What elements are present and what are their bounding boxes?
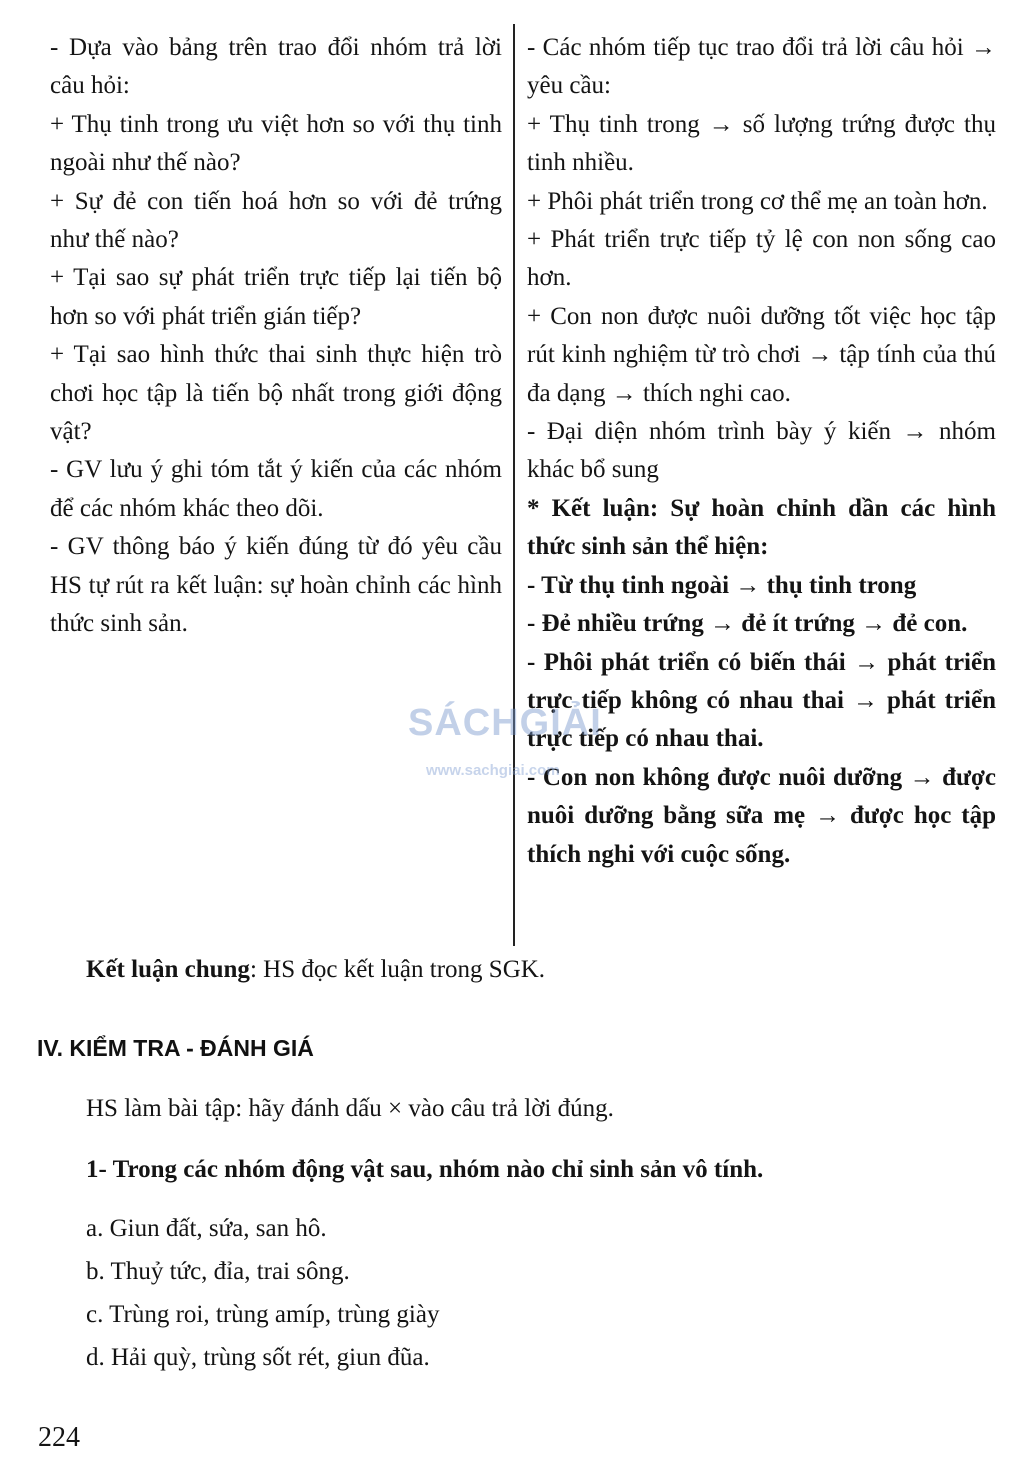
conclusion-point: - Con non không được nuôi dưỡng → được nuôi dưỡng bằng sữa mẹ → được học tập thích nghi với cuộc sống. xyxy=(527,763,996,868)
right-paragraph: - Các nhóm tiếp tục trao đổi trả lời câu hỏi → yêu cầu: xyxy=(527,34,996,100)
answer-option-c: c. Trùng roi, trùng amíp, trùng giày xyxy=(86,1301,440,1328)
conclusion-point: - Phôi phát triển có biến thái → phát triển trực tiếp không có nhau thai → phát triển trực tiếp có nhau thai. xyxy=(527,648,996,753)
section-heading: IV. KIỂM TRA - ĐÁNH GIÁ xyxy=(37,1035,314,1061)
right-paragraph: + Phôi phát triển trong cơ thể mẹ an toàn hơn. xyxy=(527,187,988,215)
teacher-activities-column xyxy=(50,29,502,644)
answer-options xyxy=(86,1207,439,1379)
watermark-url: www.sachgiai.com xyxy=(426,762,560,779)
question-title: 1- Trong các nhóm động vật sau, nhóm nào chỉ sinh sản vô tính. xyxy=(86,1156,764,1183)
general-conclusion xyxy=(86,953,545,987)
left-paragraph: + Sự đẻ con tiến hoá hơn so với đẻ trứng như thế nào? xyxy=(50,187,502,254)
lesson-activity-table xyxy=(50,24,996,946)
watermark-brand: SÁCHGIẢI xyxy=(408,702,602,744)
left-paragraph: - GV thông báo ý kiến đúng từ đó yêu cầu HS tự rút ra kết luận: sự hoàn chỉnh các hình thức sinh sản. xyxy=(50,533,502,638)
left-paragraph: + Tại sao sự phát triển trực tiếp lại tiến bộ hơn so với phát triển gián tiếp? xyxy=(50,264,502,330)
left-paragraph: - GV lưu ý ghi tóm tắt ý kiến của các nhóm để các nhóm khác theo dõi. xyxy=(50,456,502,522)
answer-option-a: a. Giun đất, sứa, san hô. xyxy=(86,1215,327,1242)
conclusion-point: - Đẻ nhiều trứng → đẻ ít trứng → đẻ con. xyxy=(527,610,968,638)
column-divider xyxy=(513,24,515,946)
page-number: 224 xyxy=(38,1422,80,1453)
left-paragraph: - Dựa vào bảng trên trao đổi nhóm trả lời câu hỏi: xyxy=(50,34,502,100)
general-conclusion-text: : HS đọc kết luận trong SGK. xyxy=(249,956,546,983)
conclusion-heading: * Kết luận: Sự hoàn chỉnh dần các hình thức sinh sản thể hiện: xyxy=(527,494,996,561)
left-paragraph: + Tại sao hình thức thai sinh thực hiện trò chơi học tập là tiến bộ nhất trong giới động vật? xyxy=(50,341,502,446)
general-conclusion-label: Kết luận chung xyxy=(86,956,250,983)
right-paragraph: - Đại diện nhóm trình bày ý kiến → nhóm khác bổ sung xyxy=(527,418,996,484)
right-paragraph: + Phát triển trực tiếp tỷ lệ con non sống cao hơn. xyxy=(527,226,996,292)
answer-option-b: b. Thuỷ tức, đỉa, trai sông. xyxy=(86,1258,350,1285)
conclusion-point: - Từ thụ tinh ngoài → thụ tinh trong xyxy=(527,571,917,599)
right-paragraph: + Con non được nuôi dưỡng tốt việc học tập rút kinh nghiệm từ trò chơi → tập tính của thú đa dạng → thích nghi cao. xyxy=(527,302,996,407)
answer-option-d: d. Hải quỳ, trùng sốt rét, giun đũa. xyxy=(86,1344,430,1371)
exercise-instruction: HS làm bài tập: hãy đánh dấu × vào câu trả lời đúng. xyxy=(86,1095,614,1122)
student-activities-column xyxy=(527,29,996,874)
right-paragraph: + Thụ tinh trong → số lượng trứng được thụ tinh nhiều. xyxy=(527,110,996,177)
left-paragraph: + Thụ tinh trong ưu việt hơn so với thụ tinh ngoài như thế nào? xyxy=(50,110,502,177)
